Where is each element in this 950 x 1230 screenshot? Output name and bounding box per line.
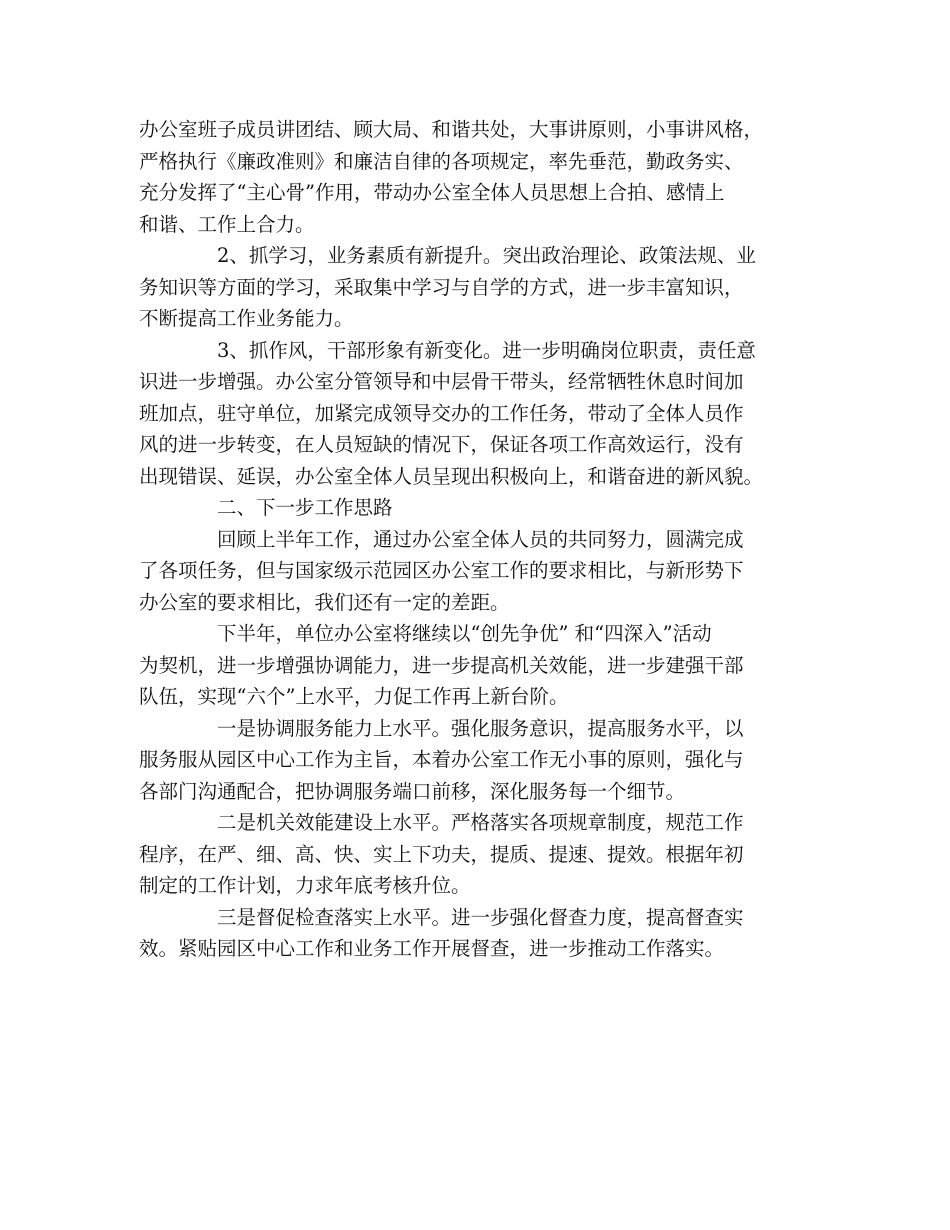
- text-line: 风的进一步转变，在人员短缺的情况下，保证各项工作高效运行，没有: [139, 433, 744, 456]
- text-line: 2、抓学习，业务素质有新提升。突出政治理论、政策法规、业: [217, 244, 756, 267]
- text-line: 严格执行《廉政准则》和廉洁自律的各项规定，率先垂范，勤政务实、: [139, 149, 744, 173]
- text-line: 务知识等方面的学习，采取集中学习与自学的方式，进一步丰富知识，: [139, 275, 744, 299]
- text-line: 为契机，进一步增强协调能力，进一步提高机关效能，进一步建强干部: [139, 653, 744, 677]
- text-line: 各部门沟通配合，把协调服务端口前移，深化服务每一个细节。: [139, 779, 686, 803]
- text-line: 服务服从园区中心工作为主旨，本着办公室工作无小事的原则，强化与: [139, 748, 744, 771]
- text-line: 充分发挥了“主心骨”作用，带动办公室全体人员思想上合拍、感情上: [139, 181, 725, 204]
- text-line: 回顾上半年工作，通过办公室全体人员的共同努力，圆满完成: [217, 527, 744, 551]
- text-line: 二是机关效能建设上水平。严格落实各项规章制度，规范工作: [217, 811, 744, 834]
- text-line: 程序，在严、细、高、快、实上下功夫，提质、提速、提效。根据年初: [139, 842, 744, 866]
- text-line: 不断提高工作业务能力。: [139, 307, 354, 330]
- text-line: 出现错误、延误，办公室全体人员呈现出积极向上，和谐奋进的新风貌。: [139, 464, 764, 488]
- document-body: [139, 114, 819, 965]
- text-line: 识进一步增强。办公室分管领导和中层骨干带头，经常牺牲休息时间加: [139, 370, 744, 393]
- text-line: 效。紧贴园区中心工作和业务工作开展督查，进一步推动工作落实。: [139, 937, 725, 960]
- text-line: 下半年，单位办公室将继续以“创先争优” 和“四深入”活动: [217, 622, 712, 645]
- text-line: 一是协调服务能力上水平。强化服务意识，提高服务水平，以: [217, 716, 744, 740]
- text-line: 办公室班子成员讲团结、顾大局、和谐共处，大事讲原则，小事讲风格，: [139, 118, 764, 141]
- text-line: 三是督促检查落实上水平。进一步强化督查力度，提高督查实: [217, 905, 744, 929]
- text-line: 3、抓作风，干部形象有新变化。进一步明确岗位职责，责任意: [217, 338, 756, 362]
- text-line: 了各项任务，但与国家级示范园区办公室工作的要求相比，与新形势下: [139, 559, 744, 582]
- text-line: 二、下一步工作思路: [217, 496, 393, 519]
- text-line: 制定的工作计划，力求年底考核升位。: [139, 874, 471, 897]
- text-line: 办公室的要求相比，我们还有一定的差距。: [139, 590, 510, 614]
- text-line: 和谐、工作上合力。: [139, 212, 315, 236]
- text-line: 班加点，驻守单位，加紧完成领导交办的工作任务，带动了全体人员作: [139, 401, 744, 425]
- text-line: 队伍，实现“六个”上水平，力促工作再上新台阶。: [139, 685, 569, 708]
